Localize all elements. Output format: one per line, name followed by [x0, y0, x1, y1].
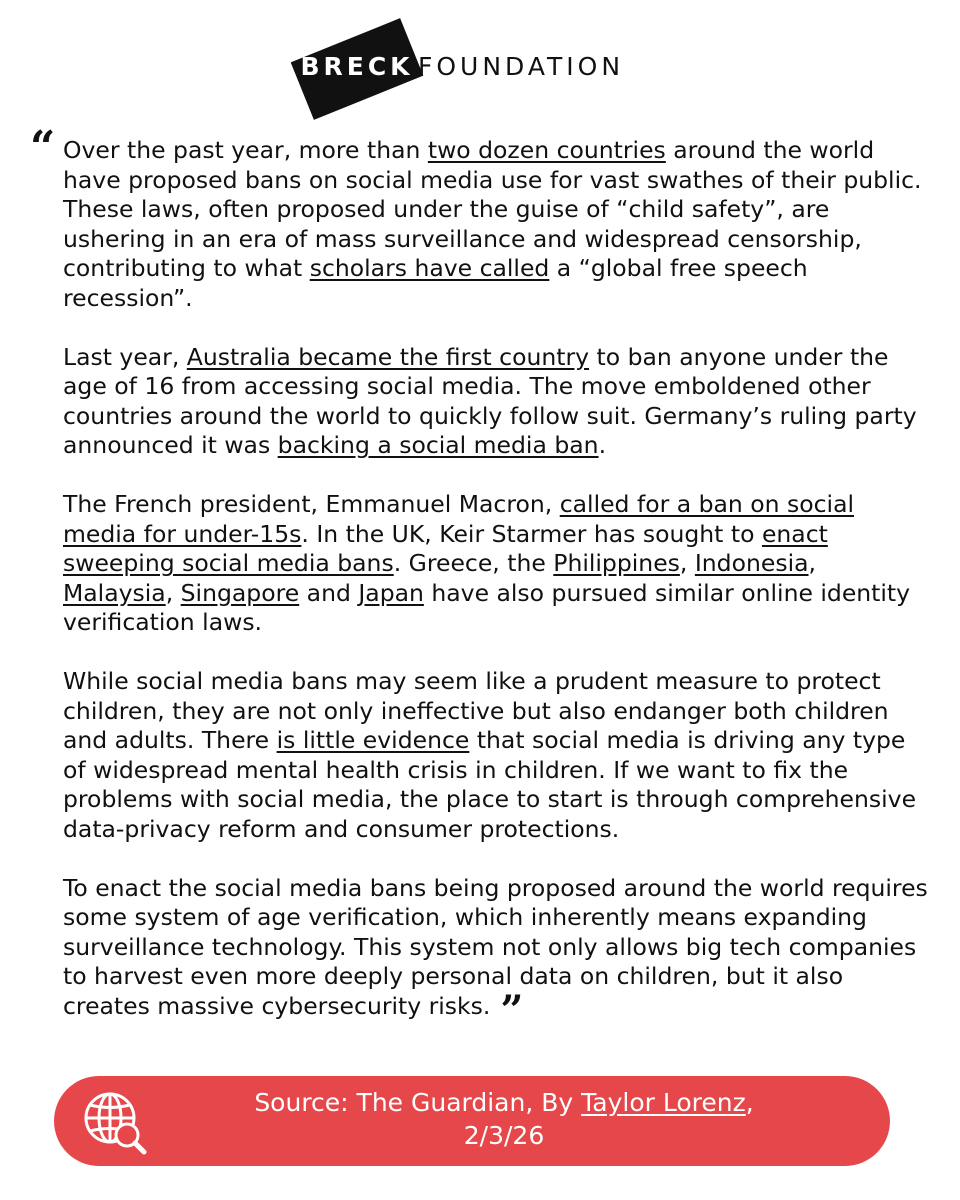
- logo-breck-text: BRECK: [300, 52, 414, 81]
- paragraph-text: Over the past year, more than: [63, 136, 428, 164]
- source-banner: [54, 1076, 890, 1166]
- quote-paragraph: [63, 343, 931, 461]
- article-link[interactable]: Philippines: [553, 549, 680, 577]
- article-link[interactable]: scholars have called: [309, 254, 550, 282]
- article-link[interactable]: enact sweeping social media bans: [63, 519, 828, 577]
- article-link[interactable]: is little evidence: [276, 726, 470, 754]
- article-link[interactable]: called for a ban on social media for under-15s: [63, 490, 855, 548]
- source-text: [174, 1086, 834, 1152]
- paragraph-text: .: [598, 431, 607, 459]
- paragraph-text: that social media is driving any type of widespread mental health crisis in children. If we want to fix the problems with social media, the place to start is through comprehensive data-privacy reform and consumer protections.: [63, 726, 917, 843]
- source-prefix: Source: The Guardian, By: [254, 1088, 582, 1117]
- source-suffix: ,: [745, 1088, 754, 1117]
- paragraph-text: a “global free speech recession”.: [63, 254, 808, 312]
- paragraph-text: ,: [165, 578, 181, 607]
- paragraph-text: The French president, Emmanuel Macron,: [63, 490, 560, 518]
- paragraph-text: ,: [808, 549, 816, 577]
- article-link[interactable]: Singapore: [180, 578, 300, 607]
- quote-paragraph: [63, 667, 931, 844]
- paragraph-text: around the world have proposed bans on social media use for vast swathes of their public. These laws, often proposed under the guise of “child safety”, are ushering in an era of mass surveillance and widespread censorship, contributing to what: [63, 136, 922, 282]
- article-link[interactable]: Indonesia: [694, 549, 809, 577]
- article-link[interactable]: Japan: [358, 578, 424, 607]
- quote-body: [63, 136, 931, 1034]
- open-quote-mark: “: [30, 122, 56, 173]
- quote-paragraph: [63, 136, 931, 313]
- source-date: 2/3/26: [463, 1121, 545, 1150]
- paragraph-text: To enact the social media bans being proposed around the world requires some system of age verification, which inherently means expanding surveillance technology. This system not only allows big tech companies to harvest even more deeply personal data on children, but it also creates massive cybersecurity risks.: [63, 873, 928, 1020]
- breck-foundation-logo: [294, 18, 674, 118]
- article-link[interactable]: two dozen countries: [427, 136, 666, 164]
- paragraph-text: to ban anyone under the age of 16 from accessing social media. The move emboldened other countries around the world to quickly follow suit. Germany’s ruling party announced it was: [63, 342, 917, 459]
- paragraph-text: Last year,: [63, 342, 187, 371]
- quote-paragraph: [63, 490, 931, 638]
- article-link[interactable]: Malaysia: [63, 578, 166, 607]
- article-link[interactable]: Australia became the first country: [186, 342, 590, 371]
- quote-paragraph: To enact the social media bans being proposed around the world requires some system of age verification, which inherently means expanding surveillance technology. This system not only allows big tech companies to harvest even more deeply personal data on children, but it also creates massive cybersecurity risks. ”: [63, 873, 928, 1034]
- paragraph-text: ,: [679, 549, 695, 577]
- author-link[interactable]: Taylor Lorenz: [581, 1088, 746, 1117]
- logo-foundation-text: FOUNDATION: [418, 52, 625, 81]
- article-link[interactable]: backing a social media ban: [277, 431, 599, 459]
- globe-search-icon: [80, 1088, 148, 1156]
- paragraph-text: and: [299, 578, 359, 607]
- paragraph-text: While social media bans may seem like a prudent measure to protect children, they are not only ineffective but also endanger both children and adults. There: [63, 667, 889, 754]
- paragraph-text: . In the UK, Keir Starmer has sought to: [301, 519, 762, 548]
- paragraph-text: . Greece, the: [393, 549, 554, 577]
- paragraph-text: have also pursued similar online identity verification laws.: [63, 578, 911, 636]
